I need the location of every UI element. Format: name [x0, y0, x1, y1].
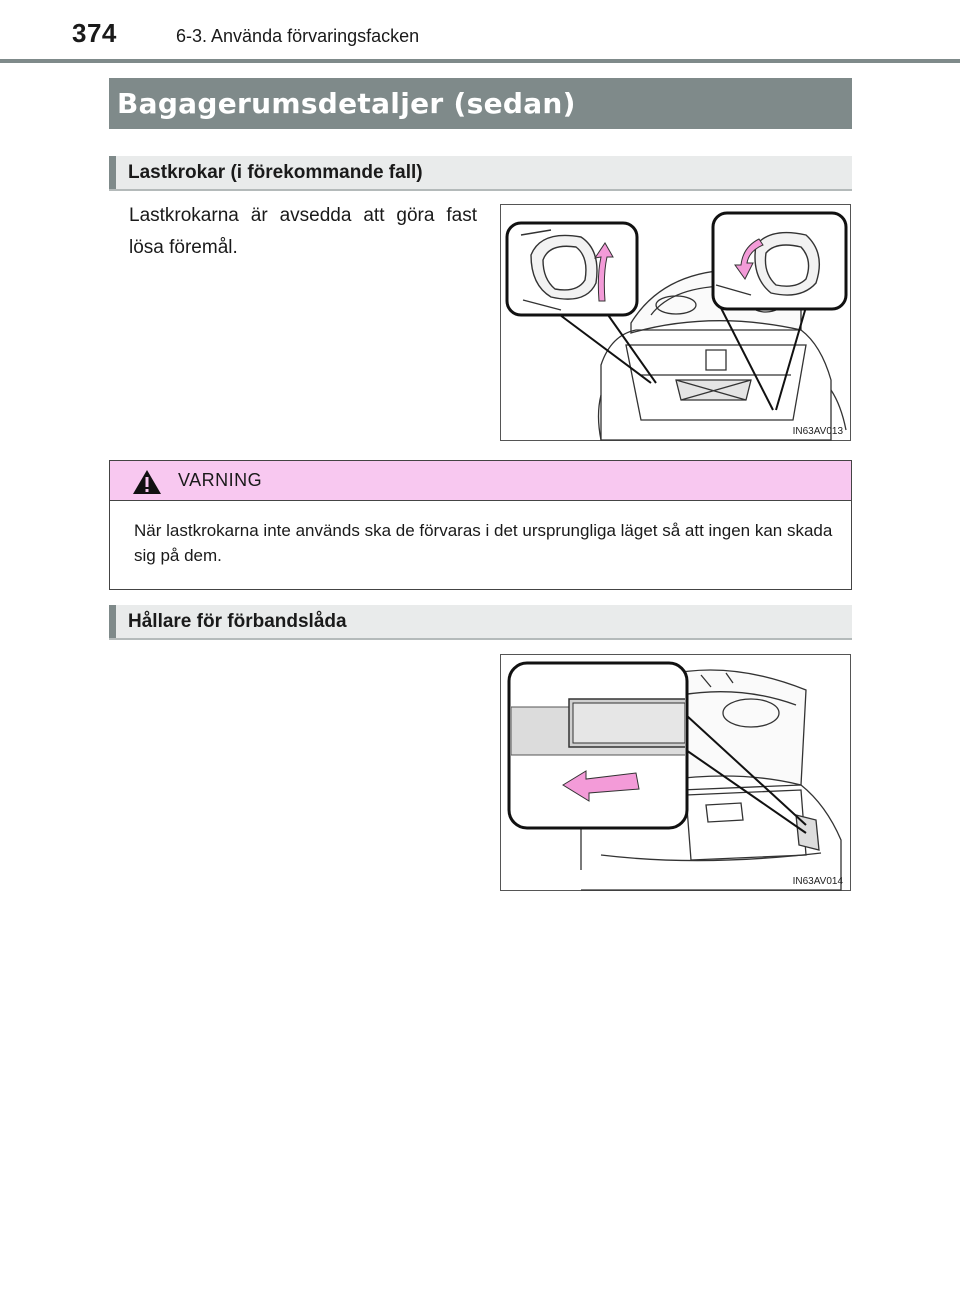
warning-triangle-icon: [132, 469, 162, 495]
header-rule: [0, 59, 960, 63]
cargo-hooks-illustration: [501, 205, 852, 442]
figure-cargo-hooks: [500, 204, 851, 441]
section-title: 6-3. Använda förvaringsfacken: [176, 26, 420, 46]
warning-text: När lastkrokarna inte används ska de förvaras i det ursprungliga läget så att ingen kan skada sig på dem.: [134, 521, 833, 565]
warning-header: [110, 461, 851, 501]
subheading-accent: [109, 156, 116, 189]
page-title: Bagagerumsdetaljer (sedan): [109, 78, 852, 129]
subheading-cargo-hooks: [109, 156, 852, 191]
page-number: 374: [72, 18, 117, 48]
figure-code: IN63AV013: [792, 426, 843, 437]
subheading-first-aid-holder: [109, 605, 852, 640]
warning-box: [109, 460, 852, 590]
cargo-hooks-description: Lastkrokarna är avsedda att göra fast lösa föremål.: [129, 205, 477, 258]
figure-first-aid-holder: [500, 654, 851, 891]
warning-label: VARNING: [178, 470, 263, 490]
first-aid-holder-illustration: [501, 655, 852, 892]
subheading-label: Lastkrokar (i förekommande fall): [128, 162, 423, 183]
subheading-label: Hållare för förbandslåda: [128, 611, 347, 632]
figure-code: IN63AV014: [792, 876, 843, 887]
subheading-accent: [109, 605, 116, 638]
